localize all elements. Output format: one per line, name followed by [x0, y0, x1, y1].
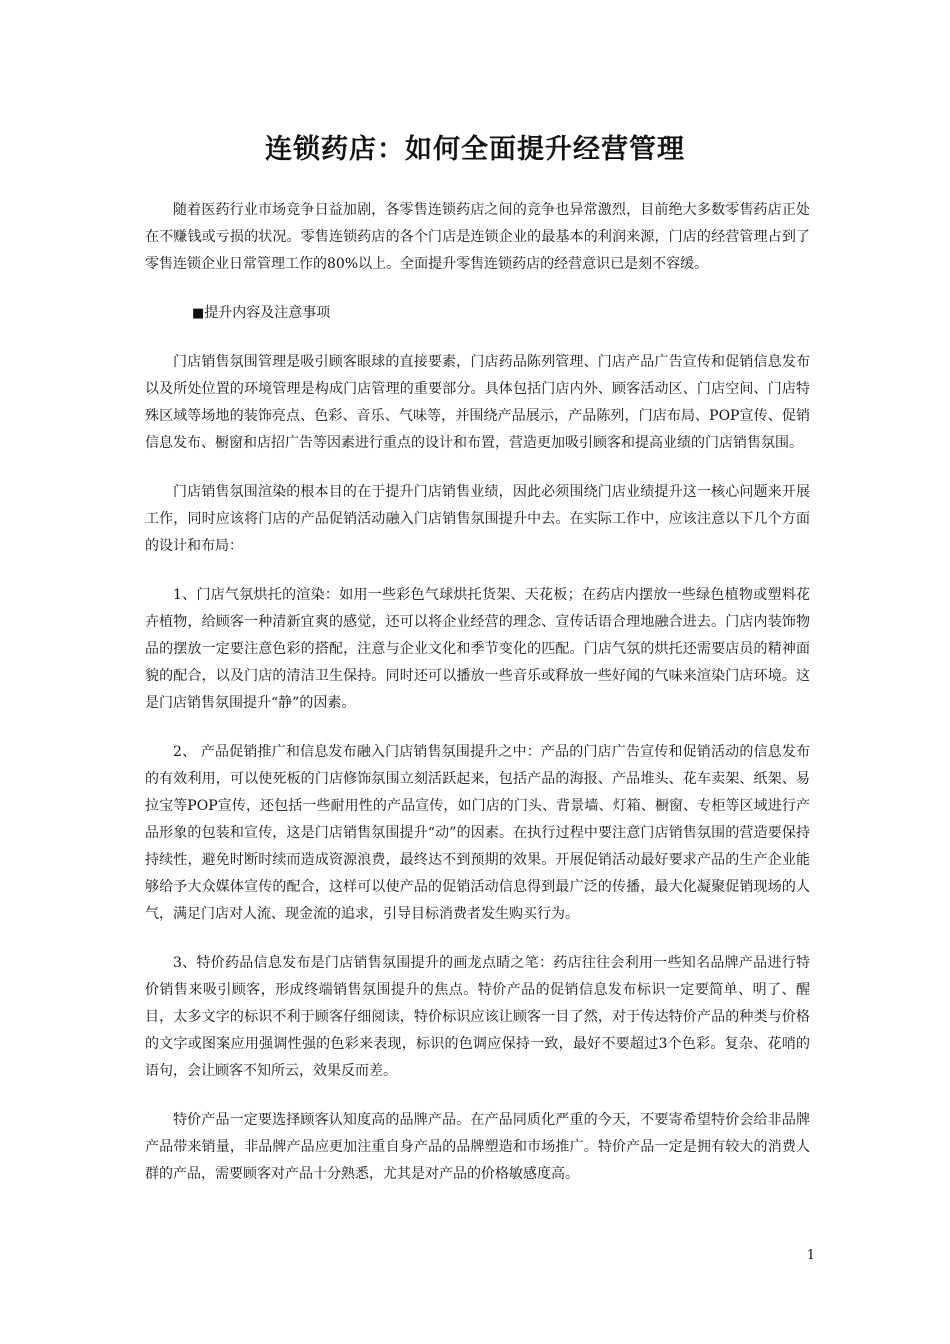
page-title: 连锁药店：如何全面提升经营管理	[265, 134, 685, 165]
page-number: 1	[806, 1248, 815, 1263]
square-bullet-icon: ■	[192, 306, 205, 321]
intro-paragraph: 随着医药行业市场竞争日益加剧，各零售连锁药店之间的竞争也异常激烈，目前绝大多数零售药店正处在不赚钱或亏损的状况。零售连锁药店的各个门店是连锁企业的最基本的利润来源，门店的经营管理占到了零售连锁企业日常管理工作的80%以上。全面提升零售连锁药店的经营意识已是刻不容缓。	[145, 202, 810, 272]
section-paragraph-item-1: 1、门店气氛烘托的渲染：如用一些彩色气球烘托货架、天花板；在药店内摆放一些绿色植物或塑料花卉植物，给顾客一种清新宜爽的感觉，还可以将企业经营的理念、宣传话语合理地融合进去。门店内装饰物品的摆放一定要注意色彩的搭配，注意与企业文化和季节变化的匹配。门店气氛的烘托还需要店员的精神面貌的配合，以及门店的清洁卫生保持。同时还可以播放一些音乐或释放一些好闻的气味来渲染门店环境。这是门店销售氛围提升“静”的因素。	[145, 587, 810, 711]
section-heading-text: 提升内容及注意事项	[204, 305, 331, 321]
section-heading	[145, 300, 810, 327]
section-paragraph-purpose: 门店销售氛围渲染的根本目的在于提升门店销售业绩，因此必须围绕门店业绩提升这一核心问题来开展工作，同时应该将门店的产品促销活动融入门店销售氛围提升中去。在实际工作中，应该注意以下几个方面的设计和布局：	[145, 484, 810, 554]
document-body	[145, 197, 810, 1210]
section-paragraph-item-3: 3、特价药品信息发布是门店销售氛围提升的画龙点睛之笔：药店往往会利用一些知名品牌产品进行特价销售来吸引顾客，形成终端销售氛围提升的焦点。特价产品的促销信息发布标识一定要简单、明了、醒目，太多文字的标识不利于顾客仔细阅读，特价标识应该让顾客一目了然，对于传达特价产品的种类与价格的文字或图案应用强调性强的色彩来表现，标识的色调应保持一致，最好不要超过3个色彩。复杂、花哨的语句，会让顾客不知所云，效果反而差。	[145, 955, 810, 1079]
section-paragraph-special-price: 特价产品一定要选择顾客认知度高的品牌产品。在产品同质化严重的今天，不要寄希望特价会给非品牌产品带来销量，非品牌产品应更加注重自身产品的品牌塑造和市场推广。特价产品一定是拥有较大的消费人群的产品，需要顾客对产品十分熟悉，尤其是对产品的价格敏感度高。	[145, 1112, 810, 1182]
section-paragraph-atmosphere-management: 门店销售氛围管理是吸引顾客眼球的直接要素，门店药品陈列管理、门店产品广告宣传和促销信息发布以及所处位置的环境管理是构成门店管理的重要部分。具体包括门店内外、顾客活动区、门店空间、门店特殊区域等场地的装饰亮点、色彩、音乐、气味等，并围绕产品展示，产品陈列，门店布局、POP宣传、促销信息发布、橱窗和店招广告等因素进行重点的设计和布置，营造更加吸引顾客和提高业绩的门店销售氛围。	[145, 354, 810, 451]
section-paragraph-item-2: 2、 产品促销推广和信息发布融入门店销售氛围提升之中：产品的门店广告宣传和促销活动的信息发布的有效利用，可以使死板的门店修饰氛围立刻活跃起来，包括产品的海报、产品堆头、花车卖架、纸架、易拉宝等POP宣传，还包括一些耐用性的产品宣传，如门店的门头、背景墙、灯箱、橱窗、专柜等区域进行产品形象的包装和宣传，这是门店销售氛围提升“动”的因素。在执行过程中要注意门店销售氛围的营造要保持持续性，避免时断时续而造成资源浪费，最终达不到预期的效果。开展促销活动最好要求产品的生产企业能够给予大众媒体宣传的配合，这样可以使产品的促销活动信息得到最广泛的传播，最大化凝聚促销现场的人气，满足门店对人流、现金流的追求，引导目标消费者发生购买行为。	[145, 744, 810, 922]
